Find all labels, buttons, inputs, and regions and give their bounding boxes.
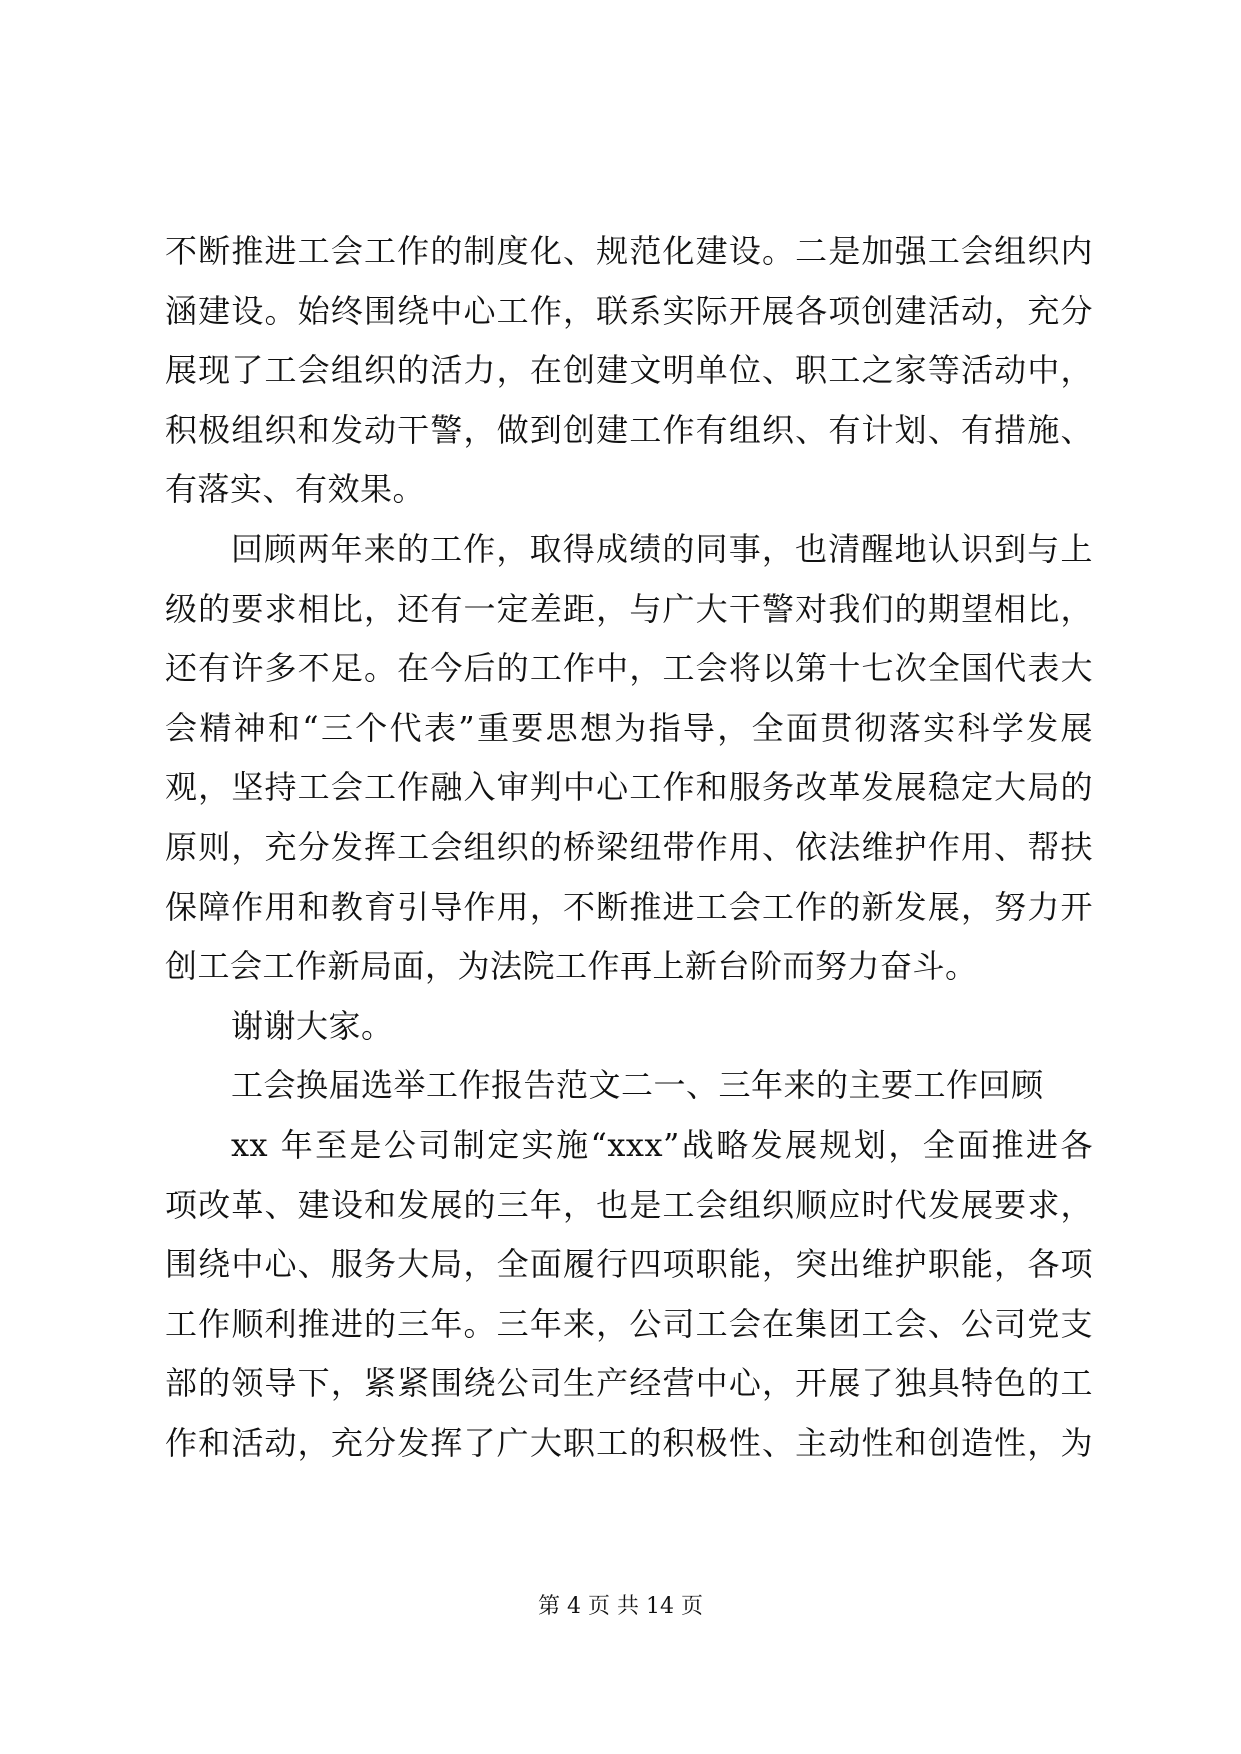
text-line: 保障作用和教育引导作用，不断推进工会工作的新发展，努力开 (165, 887, 1093, 926)
page-number-footer: 第 4 页 共 14 页 (538, 1594, 703, 1619)
text-line: 工会换届选举工作报告范文二一、三年来的主要工作回顾 (231, 1066, 1044, 1105)
text-line: 展现了工会组织的活力，在创建文明单位、职工之家等活动中， (165, 351, 1093, 390)
text-line: 作和活动，充分发挥了广大职工的积极性、主动性和创造性，为 (165, 1423, 1093, 1462)
text-line: 观，坚持工会工作融入审判中心工作和服务改革发展稳定大局的 (165, 768, 1093, 807)
text-line: 不断推进工会工作的制度化、规范化建设。二是加强工会组织内 (165, 232, 1093, 270)
text-line: 级的要求相比，还有一定差距，与广大干警对我们的期望相比， (165, 589, 1093, 628)
text-line: 原则，充分发挥工会组织的桥梁纽带作用、依法维护作用、帮扶 (165, 827, 1093, 866)
text-line: 涵建设。始终围绕中心工作，联系实际开展各项创建活动，充分 (165, 291, 1093, 330)
text-line: 积极组织和发动干警，做到创建工作有组织、有计划、有措施、 (165, 410, 1093, 449)
text-line: 创工会工作新局面，为法院工作再上新台阶而努力奋斗。 (165, 947, 978, 986)
document-body (165, 222, 1093, 1473)
text-line: 有落实、有效果。 (165, 470, 426, 509)
text-line: 回顾两年来的工作，取得成绩的同事，也清醒地认识到与上 (231, 529, 1093, 568)
text-line: 还有许多不足。在今后的工作中，工会将以第十七次全国代表大 (165, 649, 1093, 688)
text-line: 会精神和“三个代表”重要思想为指导，全面贯彻落实科学发展 (165, 708, 1093, 747)
text-line: 工作顺利推进的三年。三年来，公司工会在集团工会、公司党支 (165, 1304, 1093, 1343)
text-line: 项改革、建设和发展的三年，也是工会组织顺应时代发展要求， (165, 1185, 1093, 1224)
text-line: xx 年至是公司制定实施“xxx”战略发展规划，全面推进各 (231, 1125, 1093, 1164)
text-line: 谢谢大家。 (231, 1006, 394, 1045)
text-line: 部的领导下，紧紧围绕公司生产经营中心，开展了独具特色的工 (165, 1364, 1093, 1403)
text-line: 围绕中心、服务大局，全面履行四项职能，突出维护职能，各项 (165, 1245, 1093, 1284)
